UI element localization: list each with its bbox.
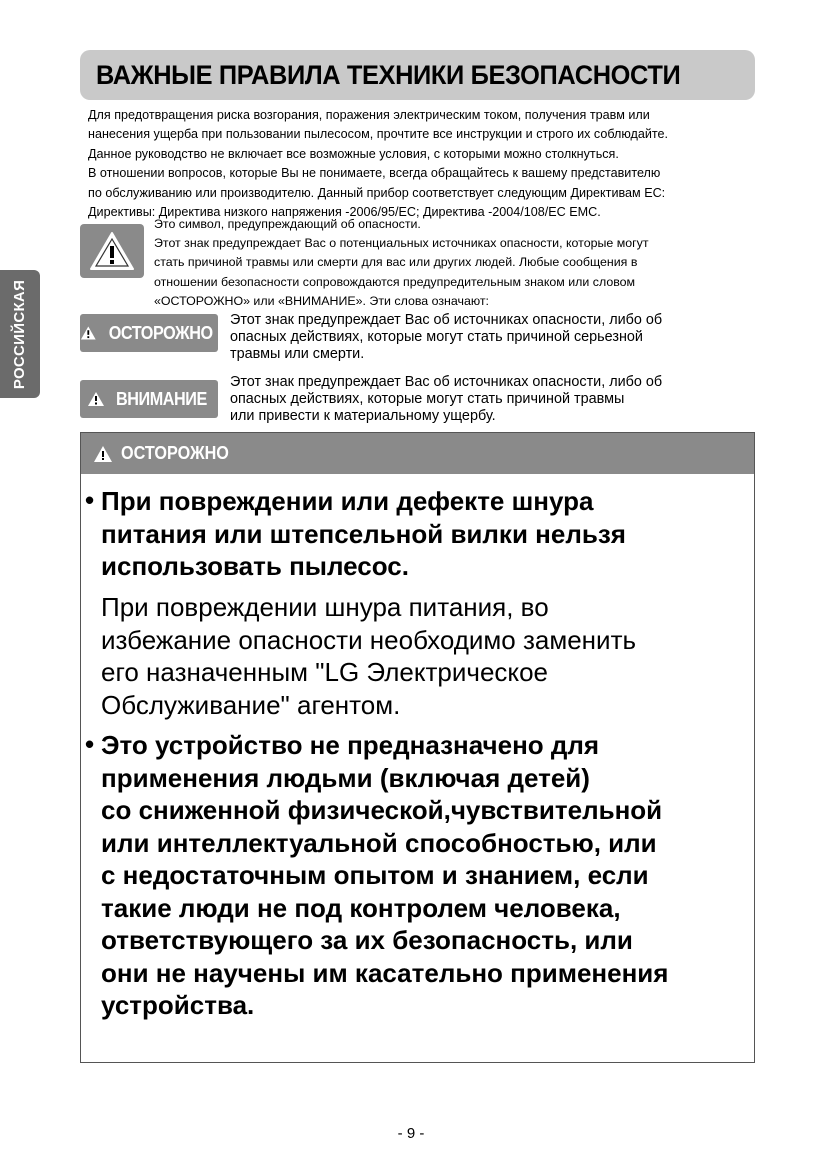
caution-description xyxy=(230,312,750,363)
attention-line: или привести к материальному ущербу. xyxy=(230,408,496,424)
attention-label-text: ВНИМАНИЕ xyxy=(115,388,207,409)
caution-line: травмы или смерти. xyxy=(230,346,365,362)
warning-line: питания или штепсельной вилки нельзя xyxy=(101,518,626,549)
attention-line: Этот знак предупреждает Вас об источниках опасности, либо об xyxy=(230,374,663,390)
page-title: ВАЖНЫЕ ПРАВИЛА ТЕХНИКИ БЕЗОПАСНОСТИ xyxy=(96,59,681,90)
symbol-line: Это символ, предупреждающий об опасности. xyxy=(154,217,421,231)
intro-line: Для предотвращения риска возгорания, поражения электрическим током, получения травм или xyxy=(88,108,650,122)
warning-triangle-icon xyxy=(80,325,97,341)
warning-line: они не научены им касательно применения xyxy=(101,957,669,988)
warning-line: с недостаточным опытом и знанием, если xyxy=(101,860,649,890)
intro-line: по обслуживанию или производителю. Данный прибор соответствует следующим Директивам ЕС: xyxy=(88,185,666,200)
note-line: Обслуживание" агентом. xyxy=(101,689,401,720)
note-line: При повреждении шнура питания, во xyxy=(101,592,549,622)
caution-label xyxy=(80,314,218,352)
symbol-line: стать причиной травмы или смерти для вас или других людей. Любые сообщения в xyxy=(154,255,638,270)
warning-line: Это устройство не предназначено для xyxy=(101,730,600,760)
bullet-marker: • xyxy=(85,729,95,759)
note-line: его назначенным "LG Электрическое xyxy=(101,657,549,687)
warning-line: или интеллектуальной способностью, или xyxy=(101,827,657,858)
attention-line: опасных действиях, которые могут стать причиной травмы xyxy=(230,391,625,407)
language-tab-label: РОССИЙСКАЯ xyxy=(11,279,29,389)
intro-line: Директивы: Директива низкого напряжения -2006/95/EC; Директива -2004/108/EC EMC. xyxy=(88,205,601,220)
symbol-line: «ОСТОРОЖНО» или «ВНИМАНИЕ». Эти слова означают: xyxy=(154,293,489,308)
warning-line: применения людьми (включая детей) xyxy=(101,762,590,793)
symbol-line: отношении безопасности сопровождаются предупредительным знаком или словом xyxy=(154,274,636,289)
page-number: - 9 - xyxy=(397,1125,425,1142)
attention-label xyxy=(80,380,218,418)
caution-line: Этот знак предупреждает Вас об источниках опасности, либо об xyxy=(230,312,663,328)
warning-triangle-icon xyxy=(87,391,105,407)
warning-line: При повреждении или дефекте шнура xyxy=(101,486,594,516)
symbol-line: Этот знак предупреждает Вас о потенциальных источниках опасности, которые могут xyxy=(154,236,649,251)
warning-line: ответствующего за их безопасность, или xyxy=(101,925,633,955)
caution-line: опасных действиях, которые могут стать причиной серьезной xyxy=(230,329,643,345)
intro-line: нанесения ущерба при пользовании пылесосом, прочтите все инструкции и строго их соблюдайте. xyxy=(88,127,669,142)
note-line: избежание опасности необходимо заменить xyxy=(101,624,637,655)
warning-box xyxy=(80,432,755,1063)
device-usage-warning xyxy=(101,729,751,1022)
warning-box-header xyxy=(81,433,754,474)
warning-triangle-icon xyxy=(80,224,144,278)
power-cord-replacement-note xyxy=(101,591,751,721)
warning-triangle-icon xyxy=(93,445,113,463)
intro-paragraph xyxy=(88,106,760,222)
warning-box-title: ОСТОРОЖНО xyxy=(121,443,229,463)
warning-line: использовать пылесос. xyxy=(101,551,409,581)
power-cord-warning xyxy=(101,485,751,583)
bullet-marker: • xyxy=(85,485,95,515)
language-tab xyxy=(0,270,40,398)
caution-label-text: ОСТОРОЖНО xyxy=(108,322,213,343)
warning-line: такие люди не под контролем человека, xyxy=(101,892,621,923)
title-bar xyxy=(80,50,755,100)
warning-line: устройства. xyxy=(101,990,255,1020)
intro-line: Данное руководство не включает все возможные условия, с которыми можно столкнуться. xyxy=(88,146,619,161)
intro-line: В отношении вопросов, которые Вы не понимаете, всегда обращайтесь к вашему представителю xyxy=(88,166,661,181)
warning-line: со сниженной физической,чувствительной xyxy=(101,795,663,825)
symbol-description xyxy=(154,215,754,311)
attention-description xyxy=(230,374,750,425)
